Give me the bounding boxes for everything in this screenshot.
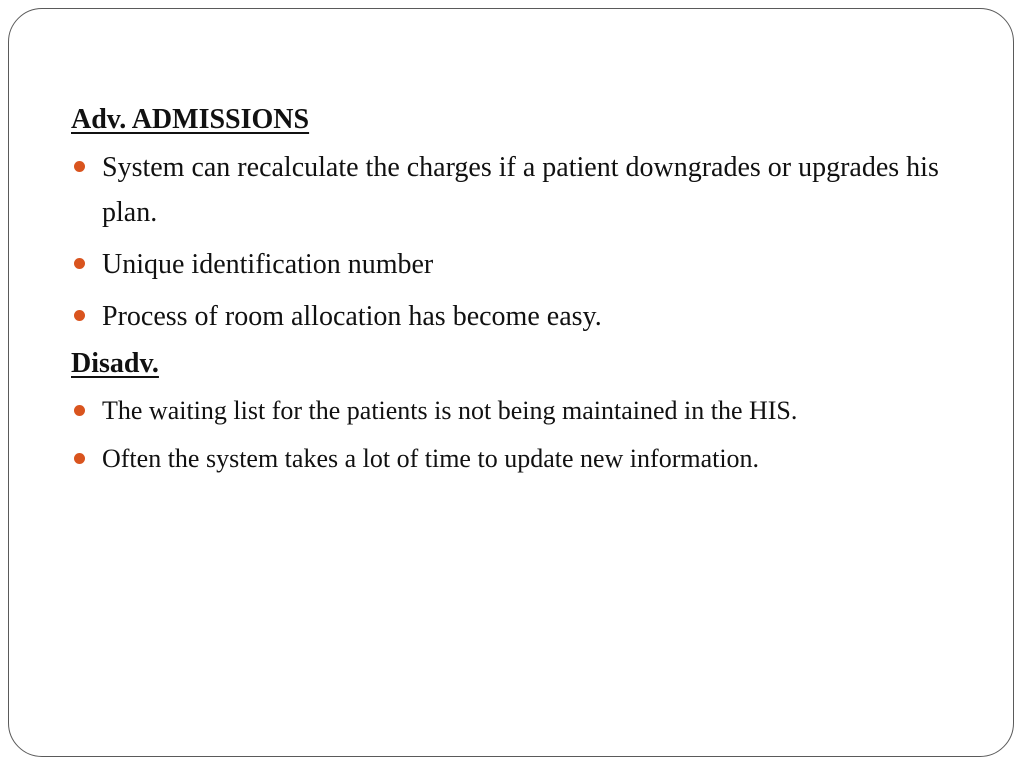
slide [8, 8, 1014, 757]
list-item [71, 145, 971, 235]
list-item [71, 391, 971, 431]
list-item [71, 242, 971, 287]
bullet-dot-icon [74, 258, 85, 269]
list-item [71, 439, 971, 479]
slide-content [71, 103, 971, 487]
bullet-dot-icon [74, 161, 85, 172]
disadvantages-heading: Disadv. [71, 348, 159, 379]
list-item-text: Unique identification number [102, 249, 434, 280]
advantages-list [71, 145, 971, 339]
advantages-heading: Adv. ADMISSIONS [71, 104, 310, 135]
list-item-text: Process of room allocation has become easy. [102, 301, 602, 332]
disadvantages-list [71, 391, 971, 479]
list-item-text: The waiting list for the patients is not being maintained in the HIS. [102, 396, 798, 425]
list-item-text: System can recalculate the charges if a patient downgrades or upgrades his plan. [102, 152, 939, 228]
bullet-dot-icon [74, 453, 85, 464]
list-item-text: Often the system takes a lot of time to update new information. [102, 444, 760, 473]
bullet-dot-icon [74, 310, 85, 321]
list-item [71, 294, 971, 339]
bullet-dot-icon [74, 405, 85, 416]
